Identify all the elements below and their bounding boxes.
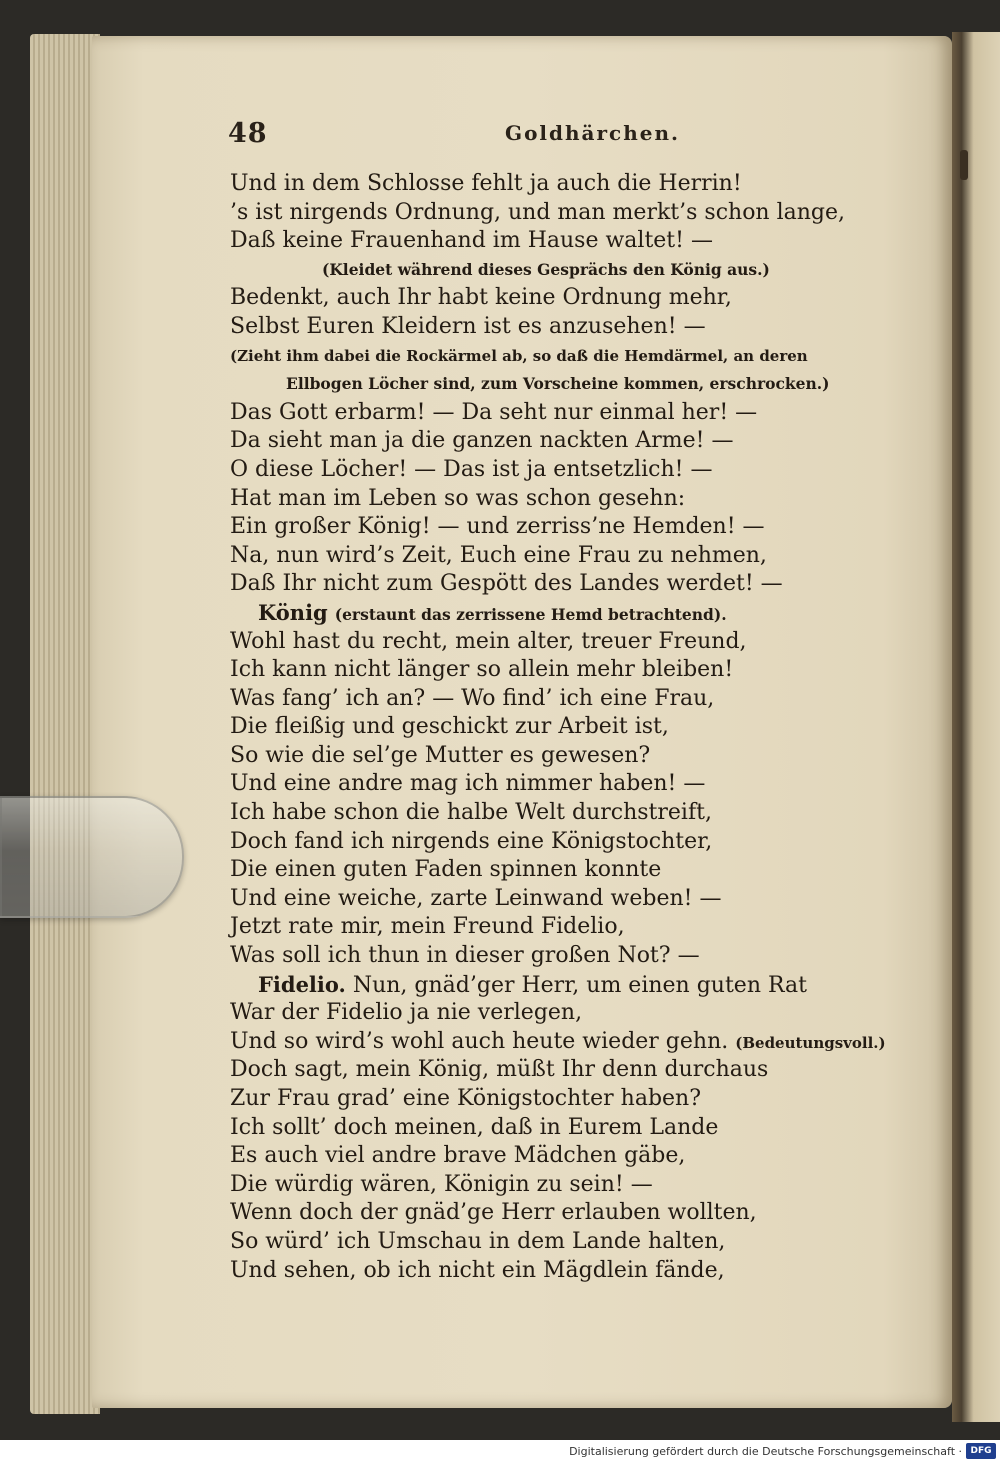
text-line: Ich kann nicht länger so allein mehr bleiben! <box>230 657 734 683</box>
text-line: Wenn doch der gnäd’ge Herr erlauben wollten, <box>230 1200 757 1226</box>
text-line: Na, nun wird’s Zeit, Euch eine Frau zu nehmen, <box>230 542 767 568</box>
text-line: Da sieht man ja die ganzen nackten Arme! — <box>230 428 734 454</box>
dfg-logo-icon: DFG <box>966 1443 996 1459</box>
text-line: Zur Frau grad’ eine Königstochter haben? <box>230 1086 702 1111</box>
book-gutter <box>952 32 1000 1422</box>
text-line: Bedenkt, auch Ihr habt keine Ordnung mehr, <box>230 285 732 311</box>
text-line: So wie die sel’ge Mutter es gewesen? <box>230 742 651 768</box>
gutter-marker <box>960 150 968 180</box>
text-line: Nun, gnäd’ger Herr, um einen guten Rat <box>352 972 808 998</box>
speaker-name: Fidelio. <box>258 971 346 997</box>
page-edges <box>30 34 100 1414</box>
text-line: Die einen guten Faden spinnen konnte <box>230 857 662 883</box>
stage-direction: (Bedeutungsvoll.) <box>735 1033 886 1052</box>
text-line: So würd’ ich Umschau in dem Lande halten, <box>230 1228 726 1254</box>
text-line: Daß Ihr nicht zum Gespött des Landes werdet! — <box>230 571 783 597</box>
text-line: Es auch viel andre brave Mädchen gäbe, <box>230 1143 686 1169</box>
footer-bar <box>0 1440 1000 1466</box>
text-line: Und sehen, ob ich nicht ein Mägdlein fände, <box>230 1257 725 1283</box>
text-line: ’s ist nirgends Ordnung, und man merkt’s schon lange, <box>230 199 846 225</box>
text-line: Die fleißig und geschickt zur Arbeit ist, <box>230 714 669 740</box>
page-clip <box>0 796 184 918</box>
page-text <box>230 170 942 1285</box>
text-line: Doch sagt, mein König, müßt Ihr denn durchaus <box>230 1057 769 1083</box>
text-line: Ich sollt’ doch meinen, daß in Eurem Lande <box>230 1114 719 1140</box>
text-line: Die würdig wären, Königin zu sein! — <box>230 1171 653 1197</box>
text-line: Wohl hast du recht, mein alter, treuer Freund, <box>230 628 747 654</box>
text-line: Selbst Euren Kleidern ist es anzusehen! — <box>230 313 706 339</box>
speaker-line-koenig <box>230 599 942 628</box>
running-head <box>228 118 928 154</box>
stage-direction: (erstaunt das zerrissene Hemd betrachtend). <box>334 604 727 624</box>
funding-note: Digitalisierung gefördert durch die Deutsche Forschungsgemeinschaft · <box>569 1445 962 1458</box>
text-line: War der Fidelio ja nie verlegen, <box>230 1000 583 1026</box>
text-line: Ich habe schon die halbe Welt durchstreift, <box>230 800 712 826</box>
text-line: Und eine weiche, zarte Leinwand weben! — <box>230 885 722 911</box>
text-line: Jetzt rate mir, mein Freund Fidelio, <box>230 914 625 940</box>
speaker-line-fidelio <box>230 971 942 1000</box>
stage-direction: (Zieht ihm dabei die Rockärmel ab, so daß die Hemdärmel, an deren <box>230 346 808 365</box>
text-line: Was soll ich thun in dieser großen Not? — <box>230 943 700 969</box>
text-line-with-direction <box>230 1028 942 1057</box>
text-line: O diese Löcher! — Das ist ja entsetzlich! — <box>230 456 713 482</box>
page-number: 48 <box>228 118 268 149</box>
stage-direction: Ellbogen Löcher sind, zum Vorscheine kommen, erschrocken.) <box>286 374 830 394</box>
text-line: Das Gott erbarm! — Da seht nur einmal her! — <box>230 399 758 425</box>
text-line: Ein großer König! — und zerriss’ne Hemden! — <box>230 514 765 540</box>
text-line: Hat man im Leben so was schon gesehn: <box>230 485 686 511</box>
text-line: Und eine andre mag ich nimmer haben! — <box>230 771 706 797</box>
stage-direction: (Kleidet während dieses Gesprächs den König aus.) <box>322 259 770 279</box>
text-line: Und so wird’s wohl auch heute wieder gehn. <box>230 1028 729 1054</box>
text-line: Daß keine Frauenhand im Hause waltet! — <box>230 228 713 254</box>
text-line: Und in dem Schlosse fehlt ja auch die Herrin! <box>230 171 742 196</box>
text-line: Was fang’ ich an? — Wo find’ ich eine Frau, <box>230 685 715 711</box>
running-title: Goldhärchen. <box>505 121 680 145</box>
text-line: Doch fand ich nirgends eine Königstochter, <box>230 828 713 854</box>
speaker-name: König <box>258 599 328 625</box>
